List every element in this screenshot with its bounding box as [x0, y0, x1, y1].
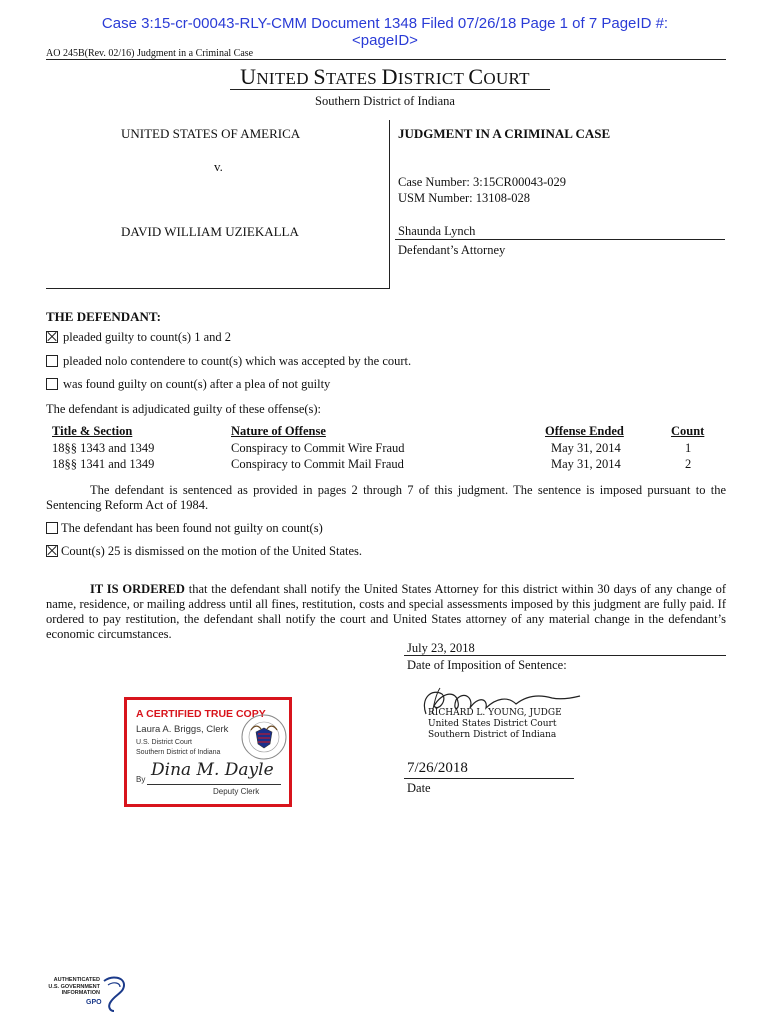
district-name: Southern District of Indiana — [315, 94, 455, 108]
checked-box-icon — [46, 545, 58, 557]
table-row: 18§§ 1343 and 1349 — [52, 441, 155, 455]
attorney-rule — [395, 239, 725, 240]
imposition-label: Date of Imposition of Sentence: — [407, 658, 567, 672]
gpo-line1: AUTHENTICATED — [53, 977, 100, 983]
caption-bottom-rule — [46, 288, 390, 289]
defendant-name: DAVID WILLIAM UZIEKALLA — [121, 224, 299, 239]
imposition-date: July 23, 2018 — [407, 641, 475, 655]
eagle-icon — [100, 975, 128, 1013]
judgment-title: JUDGMENT IN A CRIMINAL CASE — [398, 126, 611, 141]
stamp-district: Southern District of Indiana — [136, 749, 221, 756]
signed-date-rule — [404, 778, 574, 779]
gpo-authenticated-logo — [42, 975, 132, 1015]
signed-date-label: Date — [407, 781, 431, 795]
unchecked-box-icon — [46, 355, 58, 367]
certified-copy-stamp — [124, 697, 292, 807]
stamp-court: U.S. District Court — [136, 739, 193, 746]
plaintiff-name: UNITED STATES OF AMERICA — [121, 126, 301, 141]
option-pleaded-guilty: pleaded guilty to count(s) 1 and 2 — [46, 330, 231, 345]
stamp-role: Deputy Clerk — [213, 787, 260, 796]
adjudicated-text: The defendant is adjudicated guilty of these offense(s): — [46, 402, 322, 416]
form-rule — [46, 59, 726, 60]
gpo-line2: U.S. GOVERNMENT — [48, 983, 100, 990]
usm-number: USM Number: 13108-028 — [398, 191, 530, 205]
judge-district: Southern District of Indiana — [428, 730, 557, 740]
checked-box-icon — [46, 331, 58, 343]
table-cell: Conspiracy to Commit Wire Fraud — [231, 441, 405, 455]
col-title-section: Title & Section — [52, 424, 133, 438]
stamp-signature-rule — [147, 784, 281, 785]
table-cell: 2 — [685, 457, 692, 471]
form-id: AO 245B(Rev. 02/16) Judgment in a Criminal Case — [46, 48, 254, 59]
sentence-paragraph: The defendant is sentenced as provided in pages 2 through 7 of this judgment. The sentence is imposed pursuant to the Sentencing Reform Act of 1984. — [46, 483, 726, 512]
option-found-guilty: was found guilty on count(s) after a plea of not guilty — [46, 377, 330, 392]
case-number: Case Number: 3:15CR00043-029 — [398, 175, 567, 189]
judge-court: United States District Court — [428, 719, 557, 729]
stamp-by-label: By — [136, 775, 146, 784]
gpo-line3: INFORMATION — [61, 990, 100, 996]
col-offense-ended: Offense Ended — [545, 424, 624, 438]
stamp-title: A CERTIFIED TRUE COPY — [136, 708, 266, 720]
judge-name: RICHARD L. YOUNG, JUDGE — [428, 708, 562, 718]
defendant-heading: THE DEFENDANT: — [46, 309, 161, 324]
caption-vertical-rule — [389, 120, 390, 288]
option-nolo-contendere: pleaded nolo contendere to count(s) which was accepted by the court. — [46, 354, 411, 369]
imposition-rule — [404, 655, 726, 656]
ecf-header-line2: <pageID> — [352, 32, 418, 49]
stamp-clerk: Laura A. Briggs, Clerk — [136, 724, 229, 735]
unchecked-box-icon — [46, 522, 58, 534]
table-cell: Conspiracy to Commit Mail Fraud — [231, 457, 404, 471]
table-cell: May 31, 2014 — [551, 457, 621, 471]
attorney-label: Defendant’s Attorney — [398, 243, 506, 257]
table-cell: May 31, 2014 — [551, 441, 621, 455]
ordered-paragraph: IT IS ORDERED that the defendant shall notify the United States Attorney for this district within 30 days of any change of name, residence, or mailing address until all fines, restitution, costs and special assessments imposed by this judgment are fully paid. If ordered to pay restitution, the defendant shall notify the court and United States attorney of any material change in the defendant’s economic circumstances. — [46, 582, 726, 641]
col-count: Count — [671, 424, 705, 438]
versus: v. — [214, 159, 223, 174]
ecf-header-line1: Case 3:15-cr-00043-RLY-CMM Document 1348 Filed 07/26/18 Page 1 of 7 PageID #: — [101, 15, 669, 32]
not-guilty-line: The defendant has been found not guilty on count(s) — [46, 521, 323, 536]
dismissed-line: Count(s) 25 is dismissed on the motion of the United States. — [46, 544, 362, 559]
gpo-mark: GPO — [86, 999, 102, 1006]
unchecked-box-icon — [46, 378, 58, 390]
table-cell: 1 — [685, 441, 692, 455]
court-title: UNITED STATES DISTRICT COURT — [240, 64, 530, 89]
attorney-name: Shaunda Lynch — [398, 224, 476, 238]
deputy-clerk-signature: Dina M. Dayle — [151, 760, 274, 780]
signed-date: 7/26/2018 — [407, 760, 468, 776]
table-row: 18§§ 1341 and 1349 — [52, 457, 155, 471]
col-nature-offense: Nature of Offense — [231, 424, 326, 438]
title-rule — [230, 89, 550, 90]
judge-block — [428, 708, 562, 741]
